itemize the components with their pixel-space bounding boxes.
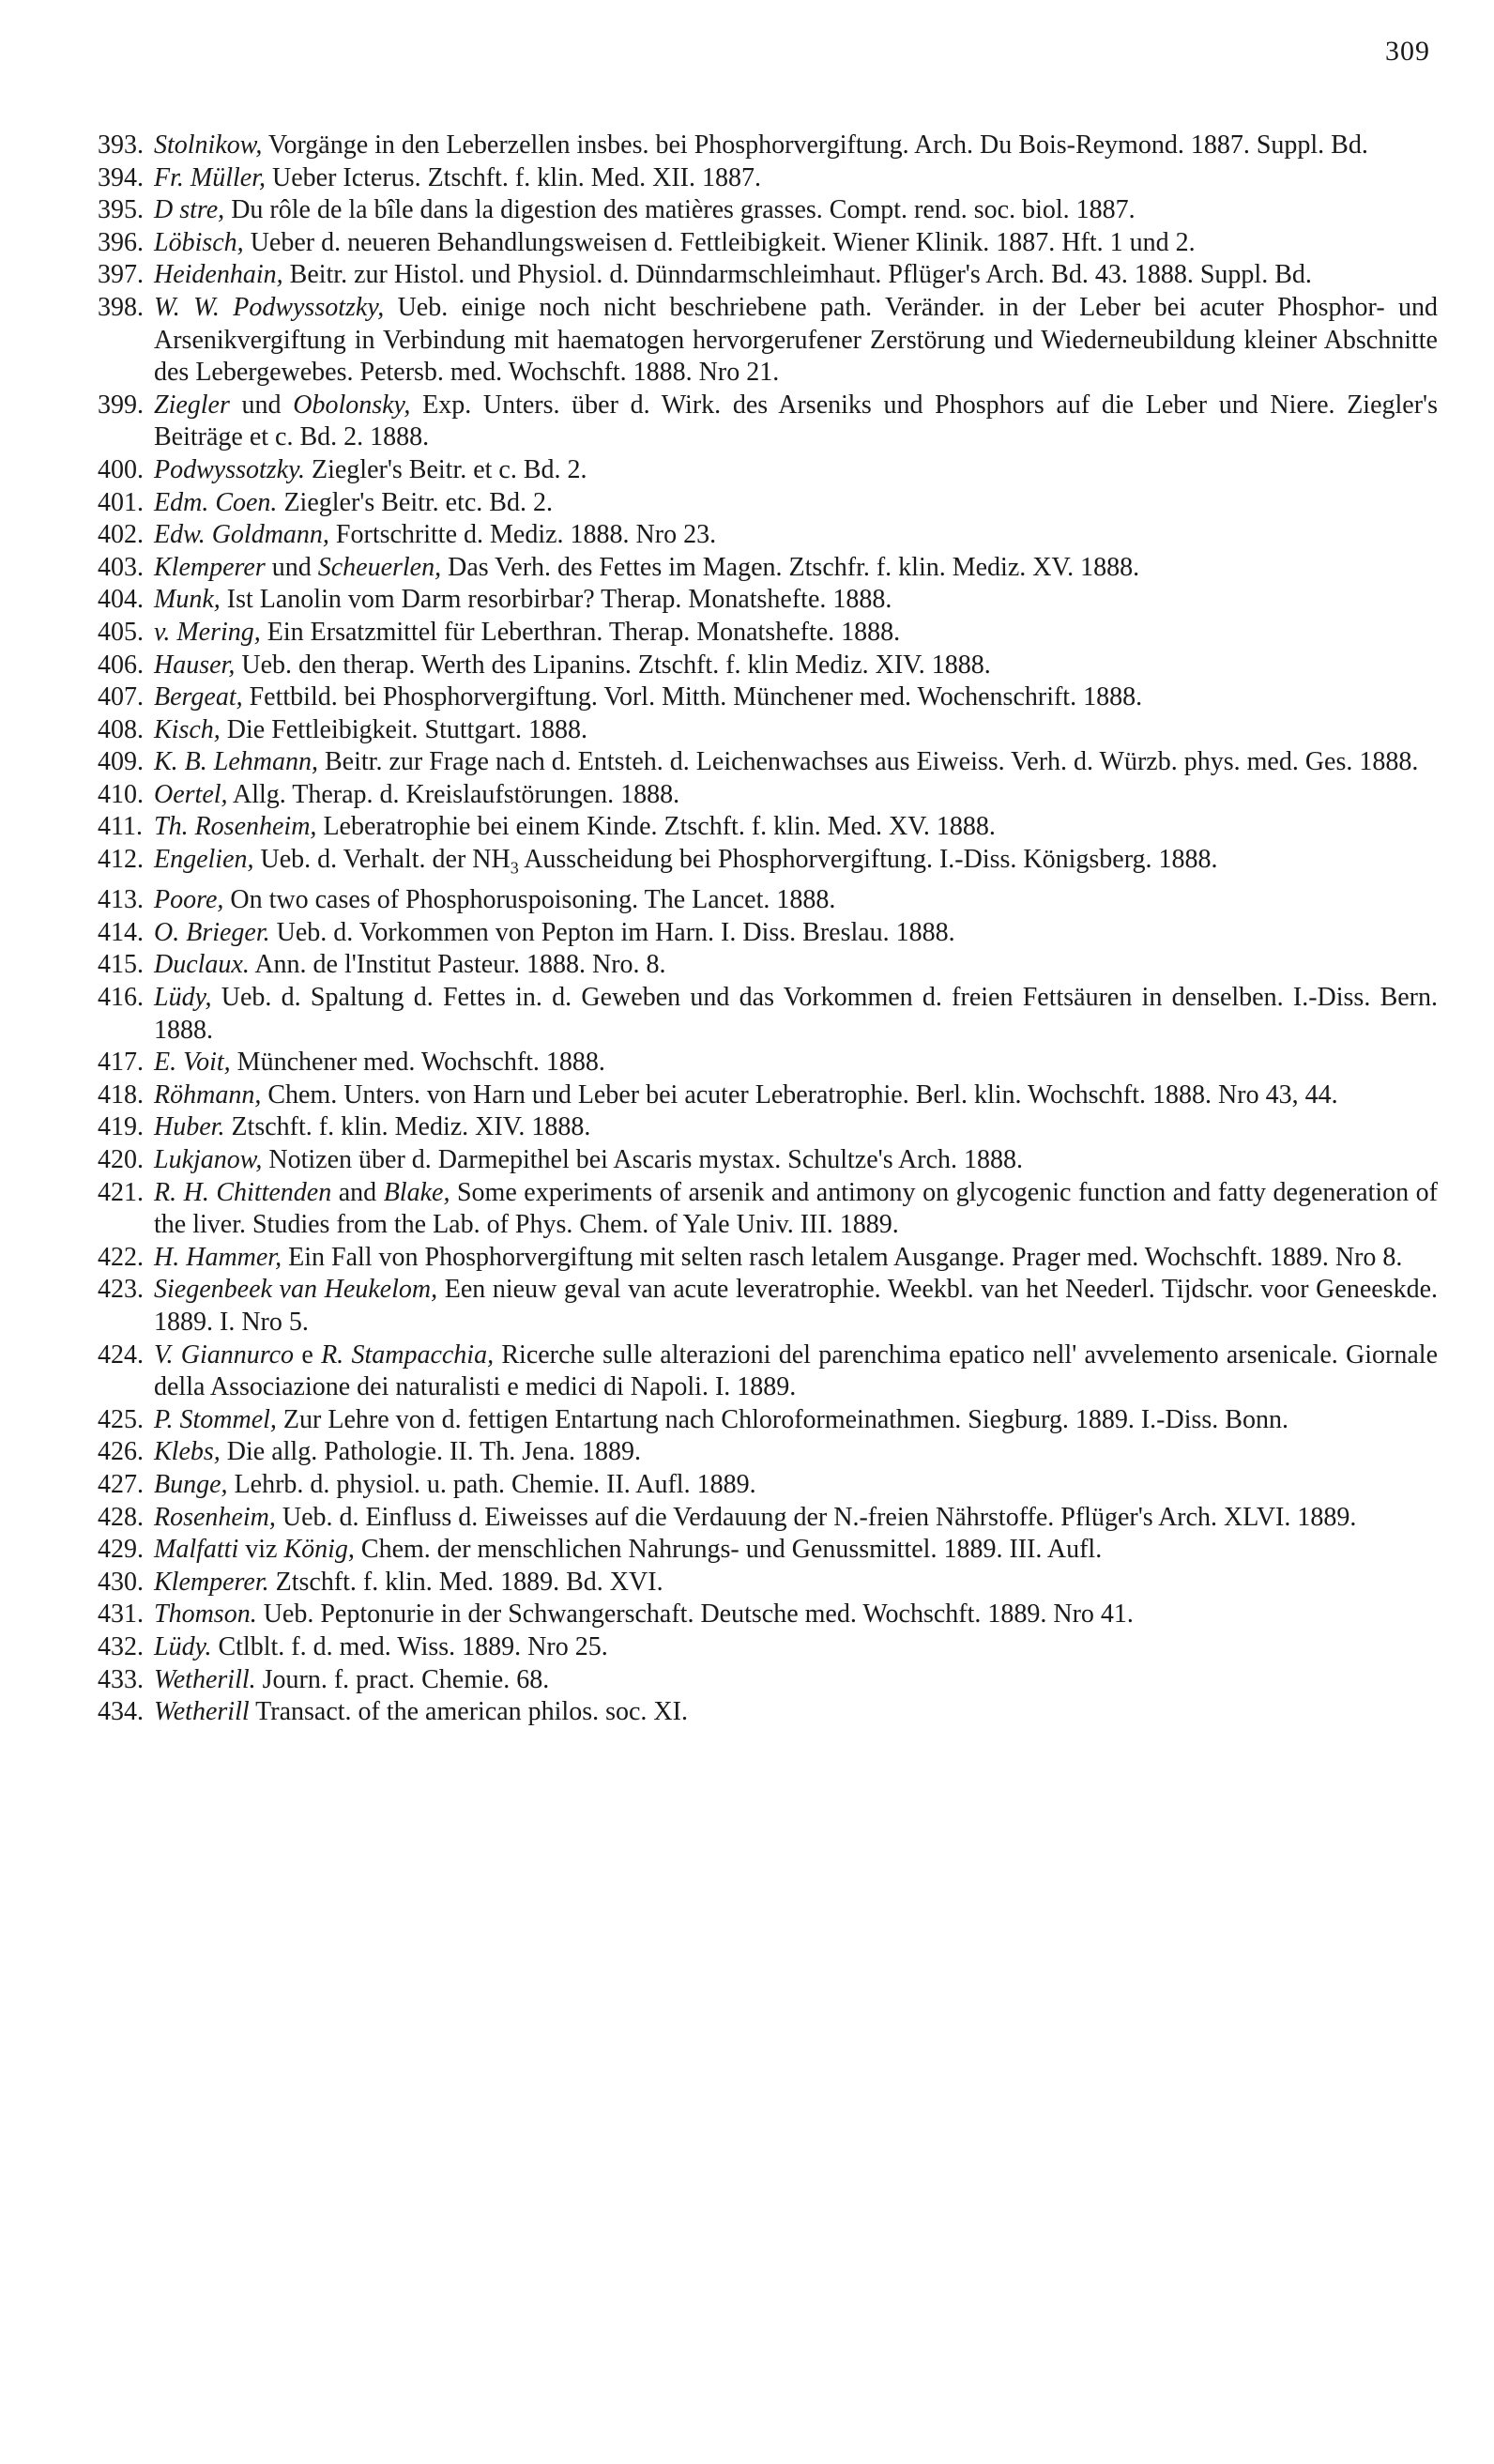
reference-number: 433. — [98, 1664, 144, 1694]
reference-entry — [98, 1079, 1438, 1112]
reference-text: Das Verh. des Fettes im Magen. Ztschfr. f. klin. Mediz. XV. 1888. — [441, 552, 1140, 582]
reference-text: Fortschritte d. Mediz. 1888. Nro 23. — [328, 520, 717, 550]
reference-author: K. B. Lehmann, — [154, 747, 318, 777]
reference-list — [98, 130, 1439, 1729]
reference-text: Beitr. zur Frage nach d. Entsteh. d. Leichenwachses aus Eiweiss. Verh. d. Würzb. phys. med. Ges. 1888. — [318, 747, 1419, 777]
reference-author: Malfatti — [154, 1535, 239, 1565]
reference-author: Löbisch, — [154, 227, 244, 257]
reference-text: Beitr. zur Histol. und Physiol. d. Dünndarmschleimhaut. Pflüger's Arch. Bd. 43. 1888. Suppl. Bd. — [282, 260, 1312, 290]
reference-text: Fettbild. bei Phosphorvergiftung. Vorl. Mitth. Münchener med. Wochenschrift. 1888. — [242, 682, 1143, 712]
reference-entry — [98, 552, 1438, 585]
reference-text: Ueb. d. Einfluss d. Eiweisses auf die Verdauung der N.-freien Nährstoffe. Pflüger's Arch. XLVI. 1889. — [275, 1502, 1357, 1532]
reference-entry — [98, 227, 1438, 260]
reference-author: Röhmann, — [154, 1079, 262, 1110]
reference-text: Lehrb. d. physiol. u. path. Chemie. II. Aufl. 1889. — [227, 1469, 756, 1499]
reference-number: 419. — [98, 1112, 144, 1142]
reference-text: Ein Ersatzmittel für Leberthran. Therap. Monatshefte. 1888. — [260, 617, 901, 647]
reference-number: 402. — [98, 520, 144, 550]
reference-entry — [98, 1274, 1438, 1339]
reference-entry — [98, 681, 1438, 714]
reference-author: Heidenhain, — [154, 260, 283, 290]
reference-author: Wetherill. — [154, 1664, 256, 1694]
reference-author: R. Stampacchia, — [321, 1339, 495, 1370]
reference-text: Zur Lehre von d. fettigen Entartung nach Chloroformeinathmen. Siegburg. 1889. I.-Diss. Bonn. — [276, 1404, 1288, 1434]
reference-author: Bergeat, — [154, 682, 243, 712]
reference-author: Wetherill — [154, 1697, 250, 1727]
reference-author: Engelien, — [154, 845, 254, 875]
reference-entry — [98, 1567, 1438, 1599]
reference-text: Allg. Therap. d. Kreislaufstörungen. 1888. — [227, 779, 680, 809]
reference-number: 427. — [98, 1469, 144, 1499]
reference-entry — [98, 844, 1438, 884]
reference-number: 396. — [98, 227, 144, 257]
reference-text: und — [265, 552, 318, 582]
reference-text: Ueb. einige noch nicht beschriebene path. Veränder. in der Leber bei acuter Phosphor- und Arsenikvergiftung in Verbindung mit haematogen hervorgerufener Zerstörung und Wiederneubildung kleiner Abschnitte des Lebergewebes. Petersb. med. Wochschft. 1888. Nro 21. — [154, 292, 1438, 388]
reference-entry — [98, 884, 1438, 917]
reference-author: E. Voit, — [154, 1048, 231, 1078]
reference-author: Kisch, — [154, 714, 221, 744]
reference-text: Some experiments of arsenik and antimony on glycogenic function and fatty degeneration of the liver. Studies from the Lab. of Phys. Chem. of Yale Univ. III. 1889. — [154, 1177, 1438, 1240]
reference-author: Th. Rosenheim, — [154, 812, 317, 842]
reference-author: Obolonsky, — [293, 390, 411, 420]
reference-number: 408. — [98, 714, 144, 744]
reference-number: 421. — [98, 1177, 144, 1207]
reference-text: Notizen über d. Darmepithel bei Ascaris mystax. Schultze's Arch. 1888. — [262, 1145, 1024, 1174]
reference-text: Een nieuw geval van acute leveratrophie. Weekbl. van het Neederl. Tijdschr. voor Geneeskde. 1889. I. Nro 5. — [154, 1275, 1438, 1337]
reference-author: Hauser, — [154, 650, 236, 680]
reference-number: 401. — [98, 487, 144, 517]
reference-number: 411. — [98, 812, 143, 842]
reference-entry — [98, 292, 1438, 390]
reference-text: Journ. f. pract. Chemie. 68. — [255, 1664, 550, 1694]
reference-entry — [98, 650, 1438, 682]
reference-entry — [98, 1631, 1438, 1664]
reference-text: Ricerche sulle alterazioni del parenchima epatico nell' avvelemento arsenicale. Giornale della Associazione dei naturalisti e medici di Napoli. I. 1889. — [154, 1339, 1439, 1402]
reference-number: 395. — [98, 195, 144, 225]
reference-number: 406. — [98, 650, 144, 680]
reference-entry — [98, 1242, 1438, 1275]
reference-number: 399. — [98, 390, 144, 420]
reference-author: D stre, — [154, 195, 225, 225]
reference-number: 418. — [98, 1079, 144, 1110]
reference-entry — [98, 1047, 1438, 1079]
reference-author: Bunge, — [154, 1469, 228, 1499]
reference-text: Ziegler's Beitr. et c. Bd. 2. — [305, 454, 587, 484]
reference-text: Ztschft. f. klin. Med. 1889. Bd. XVI. — [268, 1567, 663, 1597]
reference-author: Siegenbeek van Heukelom, — [154, 1275, 438, 1305]
reference-number: 432. — [98, 1631, 144, 1661]
reference-text: Ein Fall von Phosphorvergiftung mit selten rasch letalem Ausgange. Prager med. Wochschft. 1889. Nro 8. — [282, 1242, 1403, 1272]
reference-entry — [98, 454, 1438, 487]
reference-entry — [98, 811, 1438, 844]
reference-number: 425. — [98, 1404, 144, 1434]
reference-entry — [98, 746, 1438, 779]
reference-text: Ztschft. f. klin. Mediz. XIV. 1888. — [224, 1112, 591, 1142]
reference-entry — [98, 1534, 1438, 1567]
reference-entry — [98, 1177, 1438, 1242]
reference-author: Klebs, — [154, 1437, 221, 1467]
reference-subscript: 3 — [510, 858, 519, 878]
reference-number: 416. — [98, 983, 144, 1013]
reference-author: Huber. — [154, 1112, 225, 1142]
reference-number: 428. — [98, 1502, 144, 1532]
reference-number: 400. — [98, 454, 144, 484]
reference-number: 410. — [98, 779, 144, 809]
reference-entry — [98, 1436, 1438, 1469]
reference-number: 393. — [98, 130, 144, 160]
reference-entry — [98, 1404, 1438, 1437]
reference-entry — [98, 130, 1438, 162]
reference-number: 413. — [98, 885, 144, 915]
reference-author: Stolnikow, — [154, 130, 263, 160]
reference-text: Ueber Icterus. Ztschft. f. klin. Med. XII. 1887. — [266, 162, 761, 192]
reference-number: 405. — [98, 617, 144, 647]
reference-text: Die Fettleibigkeit. Stuttgart. 1888. — [220, 714, 587, 744]
reference-text: Ausscheidung bei Phosphorvergiftung. I.-Diss. Königsberg. 1888. — [518, 845, 1218, 875]
reference-entry — [98, 949, 1438, 982]
reference-entry — [98, 617, 1438, 650]
reference-text: Transact. of the american philos. soc. XI. — [249, 1697, 688, 1727]
reference-author: v. Mering, — [154, 617, 261, 647]
page-number: 309 — [1385, 36, 1430, 67]
reference-number: 403. — [98, 552, 144, 582]
reference-author: Edw. Goldmann, — [154, 520, 329, 550]
reference-author: Klemperer — [154, 552, 266, 582]
reference-entry — [98, 194, 1438, 227]
reference-author: Rosenheim, — [154, 1502, 276, 1532]
reference-number: 397. — [98, 260, 144, 290]
reference-number: 398. — [98, 292, 144, 322]
reference-author: Lüdy. — [154, 1631, 212, 1661]
reference-text: Exp. Unters. über d. Wirk. des Arseniks und Phosphors auf die Leber und Niere. Ziegler's Beiträge et c. Bd. 2. 1888. — [154, 390, 1438, 452]
reference-author: Lüdy, — [154, 983, 212, 1013]
reference-entry — [98, 390, 1438, 454]
reference-author: Poore, — [154, 885, 224, 915]
reference-text: Chem. der menschlichen Nahrungs- und Genussmittel. 1889. III. Aufl. — [354, 1535, 1103, 1565]
reference-text: Ist Lanolin vom Darm resorbirbar? Therap. Monatshefte. 1888. — [220, 585, 892, 615]
reference-author: Podwyssotzky. — [154, 454, 305, 484]
reference-entry — [98, 1144, 1438, 1177]
reference-entry — [98, 584, 1438, 617]
reference-text: Ueb. d. Vorkommen von Pepton im Harn. I. Diss. Breslau. 1888. — [269, 917, 955, 947]
reference-text: Die allg. Pathologie. II. Th. Jena. 1889. — [220, 1437, 641, 1467]
reference-author: Edm. Coen. — [154, 487, 278, 517]
reference-author: Scheuerlen, — [317, 552, 442, 582]
reference-entry — [98, 487, 1438, 520]
reference-entry — [98, 714, 1438, 747]
reference-number: 429. — [98, 1535, 144, 1565]
reference-number: 426. — [98, 1437, 144, 1467]
reference-text: On two cases of Phosphoruspoisoning. The Lancet. 1888. — [223, 885, 836, 915]
reference-text: Ueb. d. Verhalt. der NH — [253, 845, 511, 875]
reference-author: Klemperer. — [154, 1567, 269, 1597]
subscript — [511, 859, 519, 878]
reference-author: W. W. Podwyssotzky, — [154, 292, 385, 322]
reference-entry — [98, 1111, 1438, 1144]
reference-number: 434. — [98, 1697, 144, 1727]
reference-text: Du rôle de la bîle dans la digestion des matières grasses. Compt. rend. soc. biol. 1887. — [224, 195, 1136, 225]
reference-author: Blake, — [383, 1177, 450, 1207]
reference-number: 394. — [98, 162, 144, 192]
reference-text: Ueb. d. Spaltung d. Fettes in. d. Geweben und das Vorkommen d. freien Fettsäuren in denselben. I.-Diss. Bern. 1888. — [154, 983, 1438, 1045]
reference-text: Ueb. Peptonurie in der Schwangerschaft. Deutsche med. Wochschft. 1889. Nro 41. — [256, 1599, 1134, 1630]
reference-author: Ziegler — [154, 390, 230, 420]
reference-author: Duclaux. — [154, 950, 250, 980]
reference-number: 407. — [98, 682, 144, 712]
reference-author: Fr. Müller, — [154, 162, 266, 192]
reference-text: Ziegler's Beitr. etc. Bd. 2. — [277, 487, 553, 517]
reference-text: Chem. Unters. von Harn und Leber bei acuter Leberatrophie. Berl. klin. Wochschft. 1888. Nro 43, 44. — [261, 1079, 1338, 1110]
reference-entry — [98, 982, 1438, 1047]
reference-text: Ueb. den therap. Werth des Lipanins. Ztschft. f. klin Mediz. XIV. 1888. — [235, 650, 991, 680]
reference-text: und — [229, 390, 294, 420]
reference-author: O. Brieger. — [154, 917, 270, 947]
reference-author: H. Hammer, — [154, 1242, 282, 1272]
reference-author: R. H. Chittenden — [154, 1177, 332, 1207]
reference-entry — [98, 1599, 1438, 1631]
reference-author: Oertel, — [154, 779, 228, 809]
reference-number: 417. — [98, 1048, 144, 1078]
reference-text: Leberatrophie bei einem Kinde. Ztschft. f. klin. Med. XV. 1888. — [316, 812, 996, 842]
reference-number: 424. — [98, 1339, 144, 1370]
reference-entry — [98, 1469, 1438, 1502]
reference-entry — [98, 1696, 1438, 1729]
reference-entry — [98, 917, 1438, 950]
reference-entry — [98, 519, 1438, 552]
reference-text: viz — [238, 1535, 284, 1565]
reference-entry — [98, 779, 1438, 812]
reference-entry — [98, 1502, 1438, 1535]
reference-number: 431. — [98, 1599, 144, 1630]
reference-number: 422. — [98, 1242, 144, 1272]
reference-author: P. Stommel, — [154, 1404, 277, 1434]
reference-entry — [98, 162, 1438, 195]
reference-entry — [98, 1664, 1438, 1697]
reference-text: Vorgänge in den Leberzellen insbes. bei Phosphorvergiftung. Arch. Du Bois-Reymond. 1887. Suppl. Bd. — [262, 130, 1368, 160]
reference-text: and — [331, 1177, 384, 1207]
reference-text: Münchener med. Wochschft. 1888. — [230, 1048, 605, 1078]
reference-text: e — [294, 1339, 322, 1370]
reference-number: 423. — [98, 1275, 144, 1305]
reference-text: Ctlblt. f. d. med. Wiss. 1889. Nro 25. — [211, 1631, 608, 1661]
reference-entry — [98, 1339, 1439, 1404]
reference-number: 412. — [98, 845, 144, 875]
reference-text: Ueber d. neueren Behandlungsweisen d. Fettleibigkeit. Wiener Klinik. 1887. Hft. 1 und 2. — [243, 227, 1196, 257]
reference-number: 409. — [98, 747, 144, 777]
reference-number: 404. — [98, 585, 144, 615]
reference-author: Thomson. — [154, 1599, 257, 1630]
reference-text: Ann. de l'Institut Pasteur. 1888. Nro. 8. — [249, 950, 666, 980]
reference-number: 420. — [98, 1145, 144, 1174]
reference-author: Lukjanow, — [154, 1145, 263, 1174]
reference-author: V. Giannurco — [154, 1339, 295, 1370]
reference-number: 430. — [98, 1567, 144, 1597]
reference-author: König, — [283, 1535, 355, 1565]
reference-entry — [98, 259, 1438, 292]
reference-number: 415. — [98, 950, 144, 980]
reference-author: Munk, — [154, 585, 221, 615]
reference-number: 414. — [98, 917, 144, 947]
